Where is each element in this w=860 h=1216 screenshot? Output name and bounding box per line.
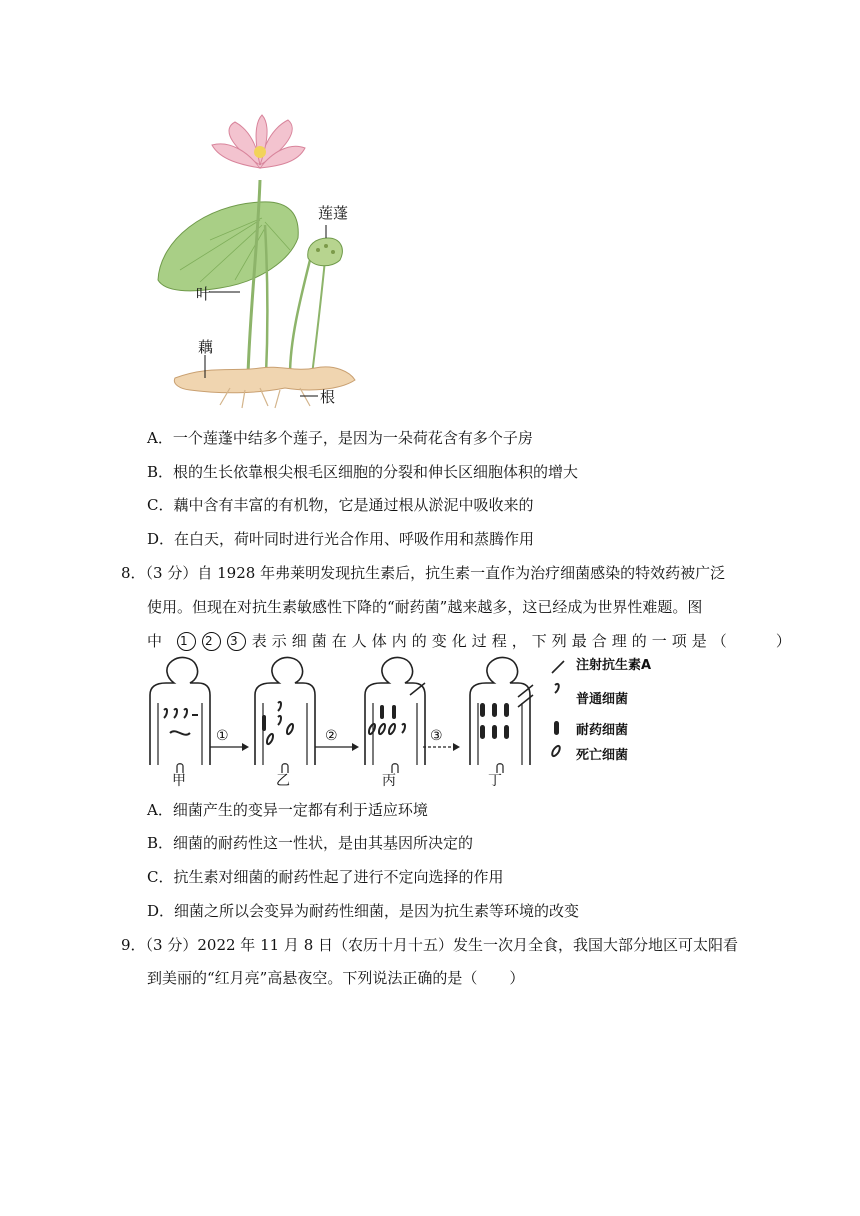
label-ou: 藕: [198, 338, 214, 356]
q8-option-b: B．细菌的耐药性这一性状，是由其基因所决定的: [147, 834, 474, 852]
legend-label-dead: 死亡细菌: [576, 748, 629, 763]
lotus-illustration: [150, 110, 360, 410]
lotus-flower: [212, 115, 305, 168]
legend-icon-syringe: [552, 661, 564, 673]
q8-option-d: D．细菌之所以会变异为耐药性细菌，是因为抗生素等环境的改变: [147, 902, 580, 920]
legend-icon-dead-bacteria: [552, 746, 560, 756]
q7-option-d: D．在白天，荷叶同时进行光合作用、呼吸作用和蒸腾作用: [147, 530, 535, 548]
arrow-1: [210, 743, 249, 751]
stage-label-ding: 丁: [488, 773, 502, 789]
legend-icon-normal-bacteria: [555, 684, 559, 693]
lotus-seedpod: [308, 238, 343, 266]
label-ye: 叶: [196, 285, 212, 303]
arrow-3: [423, 743, 460, 751]
label-lianpeng: 莲蓬: [318, 204, 349, 222]
q7-option-a: A．一个莲蓬中结多个莲子，是因为一朵荷花含有多个子房: [147, 429, 533, 447]
circled-number-3: 3: [227, 632, 246, 651]
stage-label-jia: 甲: [172, 773, 186, 789]
label-gen: 根: [320, 388, 336, 406]
body-jia: [150, 658, 210, 773]
body-ding: [470, 658, 530, 773]
legend-label-antibiotic: 注射抗生素A: [576, 658, 652, 673]
q7-option-c: C．藕中含有丰富的有机物，它是通过根从淤泥中吸收来的: [147, 496, 534, 514]
arrow-label-3: ③: [430, 728, 443, 744]
q8-option-a: A．细菌产生的变异一定都有利于适应环境: [147, 801, 428, 819]
q8-option-c: C．抗生素对细菌的耐药性起了进行不定向选择的作用: [147, 868, 504, 886]
legend-label-normal: 普通细菌: [576, 692, 629, 707]
circled-number-2: 2: [202, 632, 221, 651]
arrow-label-2: ②: [325, 728, 338, 744]
q8-stem-line-3: 中 1 2 3 表示细菌在人体内的变化过程，下列最合理的一项是（ ）: [147, 632, 796, 650]
arrow-2: [315, 743, 359, 751]
q7-option-b: B．根的生长依靠根尖根毛区细胞的分裂和伸长区细胞体积的增大: [147, 463, 579, 481]
q9-stem-line-2: 到美丽的“红月亮”高悬夜空。下列说法正确的是（ ）: [147, 969, 525, 987]
legend-label-resistant: 耐药细菌: [576, 723, 629, 738]
arrow-label-1: ①: [216, 728, 229, 744]
q8-stem-line-2: 使用。但现在对抗生素敏感性下降的“耐药菌”越来越多，这已经成为世界性难题。图: [147, 598, 703, 616]
q8-stem-line-1: 8．（3 分）自 1928 年弗莱明发现抗生素后，抗生素一直作为治疗细菌感染的特效药被广泛: [121, 564, 726, 582]
circled-number-1: 1: [177, 632, 196, 651]
legend-icon-resistant-bacteria: [554, 721, 559, 735]
lotus-leaf: [158, 202, 298, 291]
stage-label-bing: 丙: [382, 773, 396, 789]
stage-label-yi: 乙: [276, 773, 290, 789]
q9-stem-line-1: 9．（3 分）2022 年 11 月 8 日（农历十月十五）发生一次月全食，我国大部分地区可太阳看: [121, 936, 739, 954]
